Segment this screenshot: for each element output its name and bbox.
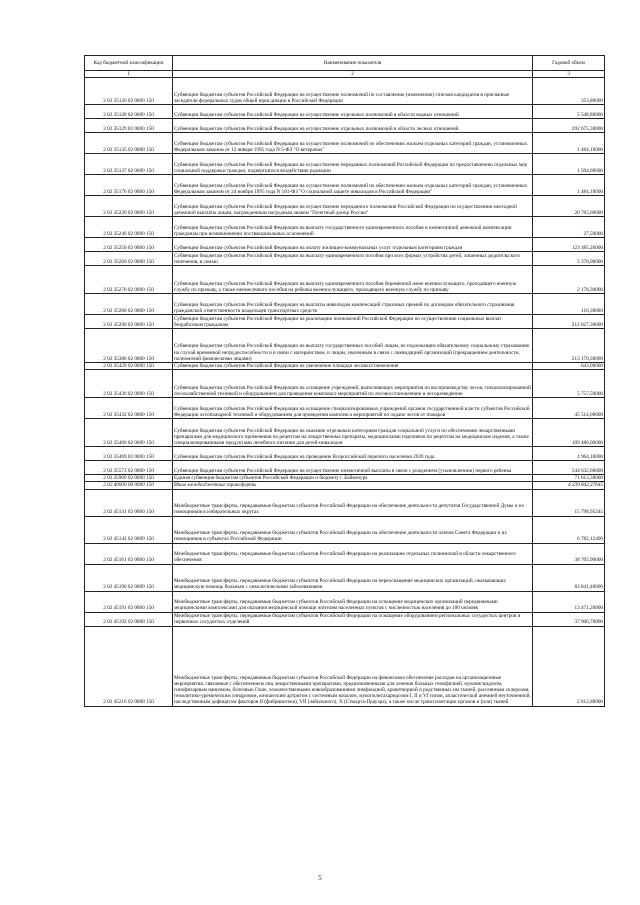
row-value: 15 798,95245 [533, 489, 605, 516]
row-code: 2 02 45192 02 0000 150 [85, 612, 173, 626]
row-code: 2 02 35176 02 0000 150 [85, 175, 173, 196]
table-row [85, 363, 605, 370]
row-value: 5 378,00000 [533, 252, 605, 266]
row-name: Межбюджетные трансферты, передаваемые бюджетам субъектов Российской Федерации на обеспечение деятельности депутатов Государственной Думы и их помощников в избирательных округах [173, 489, 533, 516]
column-number-1: 1 [85, 71, 173, 78]
table-row [85, 217, 605, 238]
header-value: Годовой объем [533, 56, 605, 71]
row-name: Иные межбюджетные трансферты [173, 482, 533, 489]
table-row [85, 238, 605, 252]
row-value: 1 504,60000 [533, 154, 605, 175]
row-value: 6 782,12400 [533, 516, 605, 543]
table-row [85, 294, 605, 315]
budget-table [84, 55, 605, 707]
row-code: 2 02 35128 02 0000 150 [85, 105, 173, 119]
table-row [85, 419, 605, 447]
row-code: 2 02 35135 02 0000 150 [85, 133, 173, 154]
table-row [85, 482, 605, 489]
row-code: 2 02 35290 02 0000 150 [85, 315, 173, 329]
row-name: Субвенции бюджетам субъектов Российской Федерации на осуществление полномочий по обеспечению жильем отдельных категорий граждан, установленных Федеральным законом от 24 ноября 1995 года N 181-ФЗ "О социальной защите инвалидов в Российской Федерации" [173, 175, 533, 196]
row-value: 5 548,80000 [533, 105, 605, 119]
table-header-row [85, 56, 605, 71]
table-row [85, 252, 605, 266]
row-name: Субвенции бюджетам субъектов Российской Федерации на осуществление отдельных полномочий в области водных отношений [173, 105, 533, 119]
row-value: 38 705,90000 [533, 543, 605, 564]
row-value: 1 484,10000 [533, 133, 605, 154]
document-page [84, 55, 604, 707]
page-number: 5 [318, 874, 322, 882]
row-code: 2 02 35900 02 0000 150 [85, 475, 173, 482]
row-code: 2 02 45190 02 0000 150 [85, 564, 173, 591]
row-name: Субвенции бюджетам субъектов Российской Федерации на реализацию полномочий Российской Федерации по осуществлению социальных выплат безработным гражданам [173, 315, 533, 329]
row-name: Субвенции бюджетам субъектов Российской Федерации на выплаты инвалидам компенсаций страховых премий по договорам обязательного страхования гражданской ответственности владельцев транспортных средств [173, 294, 533, 315]
table-row [85, 461, 605, 475]
row-name: Межбюджетные трансферты, передаваемые бюджетам субъектов Российской Федерации на переоснащение медицинских организаций, оказывающих медицинскую помощь больным с онкологическими заболеваниями [173, 564, 533, 591]
row-code: 2 02 35120 02 0000 150 [85, 78, 173, 105]
row-name: Межбюджетные трансферты, передаваемые бюджетам субъектов Российской Федерации на оснащение медицинских организаций передвижными медицинскими комплексами для оказания медицинской помощи жителям населенных пунктов с численностью населения до 100 человек [173, 591, 533, 612]
row-value: 20 765,60000 [533, 196, 605, 217]
row-name: Субвенции бюджетам субъектов Российской Федерации на оплату жилищно-коммунальных услуг отдельным категориям граждан [173, 238, 533, 252]
table-row [85, 175, 605, 196]
table-row [85, 612, 605, 626]
row-name: Межбюджетные трансферты, передаваемые бюджетам субъектов Российской Федерации на финансовое обеспечение расходов на организационные мероприятия, связанные с обеспечением лиц лекарственными препаратами, предназначенными для лечения больных гемофилией, муковисцидозом, гипофизарным нанизмом, болезнью Гоше, злокачественными новообразованиями лимфоидной, кроветворной и родственных им тканей, рассеянным склерозом, гемолитико-уремическим синдромом, юношеским артритом с системным началом, мукополисахаридозом I, II и VI типов, апластической анемией неуточненной, наследственным дефицитом факторов II (фибриногена), VII (лабильного), X (Стюарта-Прауэра), а также после трансплантации органов и (или) тканей [173, 626, 533, 706]
table-row [85, 315, 605, 329]
row-value: 45 514,00000 [533, 398, 605, 419]
row-value: 116,30000 [533, 294, 605, 315]
row-value: 292 675,30000 [533, 119, 605, 133]
table-row [85, 564, 605, 591]
row-value: 83 841,40000 [533, 564, 605, 591]
table-row [85, 154, 605, 175]
row-name: Субвенции бюджетам субъектов Российской Федерации на увеличение площади лесовосстановления [173, 363, 533, 370]
row-value: 13 471,20000 [533, 591, 605, 612]
column-number-2: 2 [173, 71, 533, 78]
table-row [85, 516, 605, 543]
row-value: 4 964,10000 [533, 447, 605, 461]
row-name: Субвенции бюджетам субъектов Российской Федерации на осуществление переданных полномочий Российской Федерации по предоставлению отдельных мер социальной поддержки граждан, подвергшихся воздействию радиации [173, 154, 533, 175]
table-row [85, 370, 605, 398]
row-value: 123 385,26000 [533, 238, 605, 252]
row-code: 2 02 35260 02 0000 150 [85, 252, 173, 266]
table-row [85, 266, 605, 294]
row-name: Субвенции бюджетам субъектов Российской Федерации на проведение Всероссийской переписи населения 2020 года [173, 447, 533, 461]
row-code: 2 02 35429 02 0000 150 [85, 363, 173, 370]
row-value: 71 613,30000 [533, 475, 605, 482]
row-code: 2 02 35220 02 0000 150 [85, 196, 173, 217]
row-code: 2 02 35573 02 0000 150 [85, 461, 173, 475]
row-name: Субвенции бюджетам субъектов Российской Федерации на выплату единовременного пособия беременной жене военнослужащего, проходящего военную службу по призыву, а также ежемесячного пособия на ребенка военнослужащего, проходящего военную службу по призыву [173, 266, 533, 294]
table-row [85, 543, 605, 564]
row-name: Субвенции бюджетам субъектов Российской Федерации на осуществление ежемесячной выплаты в связи с рождением (усыновлением) первого ребенка [173, 461, 533, 475]
row-value: 643,00000 [533, 363, 605, 370]
table-row [85, 329, 605, 363]
header-name: Наименование показателя [173, 56, 533, 71]
row-code: 2 02 35380 02 0000 150 [85, 329, 173, 363]
table-row [85, 105, 605, 119]
row-value: 109 486,00000 [533, 419, 605, 447]
table-row [85, 591, 605, 612]
table-row [85, 447, 605, 461]
table-row [85, 398, 605, 419]
row-name: Межбюджетные трансферты, передаваемые бюджетам субъектов Российской Федерации на обеспечение деятельности членов Совета Федерации и их помощников в субъектах Российской Федерации [173, 516, 533, 543]
row-code: 2 02 35240 02 0000 150 [85, 217, 173, 238]
row-value: 5 757,50000 [533, 370, 605, 398]
table-row [85, 475, 605, 482]
table-row [85, 78, 605, 105]
row-code: 2 02 35270 02 0000 150 [85, 266, 173, 294]
row-name: Субвенции бюджетам субъектов Российской Федерации на выплату государственного единовременного пособия и ежемесячной денежной компенсации гражданам при возникновении поствакцинальных осложнений [173, 217, 533, 238]
row-value: 212 027,30000 [533, 315, 605, 329]
column-number-row [85, 71, 605, 78]
row-value: 4 239 842,37645 [533, 482, 605, 489]
row-name: Субвенции бюджетам субъектов Российской Федерации на выплату государственных пособий лицам, не подлежащим обязательному социальному страхованию на случай временной нетрудоспособности и в связи с материнством, и лицам, уволенным в связи с ликвидацией организаций (прекращением деятельности, полномочий физическими лицами) [173, 329, 533, 363]
row-code: 2 02 35432 02 0000 150 [85, 398, 173, 419]
row-value: 544 632,60000 [533, 461, 605, 475]
row-value: 1 484,10000 [533, 175, 605, 196]
row-value: 2 178,30000 [533, 266, 605, 294]
row-code: 2 02 40000 00 0000 150 [85, 482, 173, 489]
row-code: 2 02 35137 02 0000 150 [85, 154, 173, 175]
row-name: Субвенции бюджетам субъектов Российской Федерации на оснащение учреждений, выполняющих мероприятия по воспроизводству лесов, специализированной лесохозяйственной техникой и оборудованием для проведения комплекса мероприятий по лесовосстановлению и лесоразведению [173, 370, 533, 398]
row-code: 2 02 35250 02 0000 150 [85, 238, 173, 252]
row-code: 2 02 35280 02 0000 150 [85, 294, 173, 315]
row-code: 2 02 45191 02 0000 150 [85, 591, 173, 612]
column-number-3: 3 [533, 71, 605, 78]
row-name: Субвенции бюджетам субъектов Российской Федерации на осуществление полномочий по составлению (изменению) списков кандидатов в присяжные заседатели федеральных судов общей юрисдикции в Российской Федерации [173, 78, 533, 105]
row-name: Субвенции бюджетам субъектов Российской Федерации на осуществление отдельных полномочий в области лесных отношений [173, 119, 533, 133]
header-code: Код бюджетной классификации [85, 56, 173, 71]
row-code: 2 02 35469 02 0000 150 [85, 447, 173, 461]
row-name: Субвенции бюджетам субъектов Российской Федерации на оказание отдельным категориям граждан социальной услуги по обеспечению лекарственными препаратами для медицинского применения по рецептам на лекарственные препараты, медицинскими изделиями по рецептам на медицинские изделия, а также специализированными продуктами лечебного питания для детей-инвалидов [173, 419, 533, 447]
row-code: 2 02 45141 02 0000 150 [85, 489, 173, 516]
table-row [85, 626, 605, 706]
row-name: Субвенции бюджетам субъектов Российской Федерации на осуществление полномочий по обеспечению жильем отдельных категорий граждан, установленных Федеральным законом от 12 января 1995 года N 5-ФЗ "О ветеранах" [173, 133, 533, 154]
row-value: 37 906,70000 [533, 612, 605, 626]
table-row [85, 119, 605, 133]
table-row [85, 133, 605, 154]
row-name: Субвенции бюджетам субъектов Российской Федерации на оснащение специализированных учреждений органов государственной власти субъектов Российской Федерации лесопожарной техникой и оборудованием для проведения комплекса мероприятий по охране лесов от пожаров [173, 398, 533, 419]
row-value: 2 812,80000 [533, 626, 605, 706]
row-name: Межбюджетные трансферты, передаваемые бюджетам субъектов Российской Федерации на оснащение оборудованием региональных сосудистых центров и первичных сосудистых отделений [173, 612, 533, 626]
row-value: 27,50000 [533, 217, 605, 238]
row-code: 2 02 35129 02 0000 150 [85, 119, 173, 133]
row-code: 2 02 35430 02 0000 150 [85, 370, 173, 398]
row-name: Единая субвенция бюджетам субъектов Российской Федерации и бюджету г. Байконура [173, 475, 533, 482]
row-value: 353,80000 [533, 78, 605, 105]
row-name: Межбюджетные трансферты, передаваемые бюджетам субъектов Российской Федерации на реализацию отдельных полномочий в области лекарственного обеспечения [173, 543, 533, 564]
table-row [85, 196, 605, 217]
row-code: 2 02 45216 02 0000 150 [85, 626, 173, 706]
row-value: 213 170,30000 [533, 329, 605, 363]
row-code: 2 02 45161 02 0000 150 [85, 543, 173, 564]
table-row [85, 489, 605, 516]
row-code: 2 02 35460 02 0000 150 [85, 419, 173, 447]
row-code: 2 02 45142 02 0000 150 [85, 516, 173, 543]
row-name: Субвенции бюджетам субъектов Российской Федерации на выплату единовременного пособия при всех формах устройства детей, лишенных родительского попечения, в семью [173, 252, 533, 266]
row-name: Субвенции бюджетам субъектов Российской Федерации на осуществление переданного полномочия Российской Федерации по осуществлению ежегодной денежной выплаты лицам, награжденным нагрудным знаком "Почетный донор России" [173, 196, 533, 217]
